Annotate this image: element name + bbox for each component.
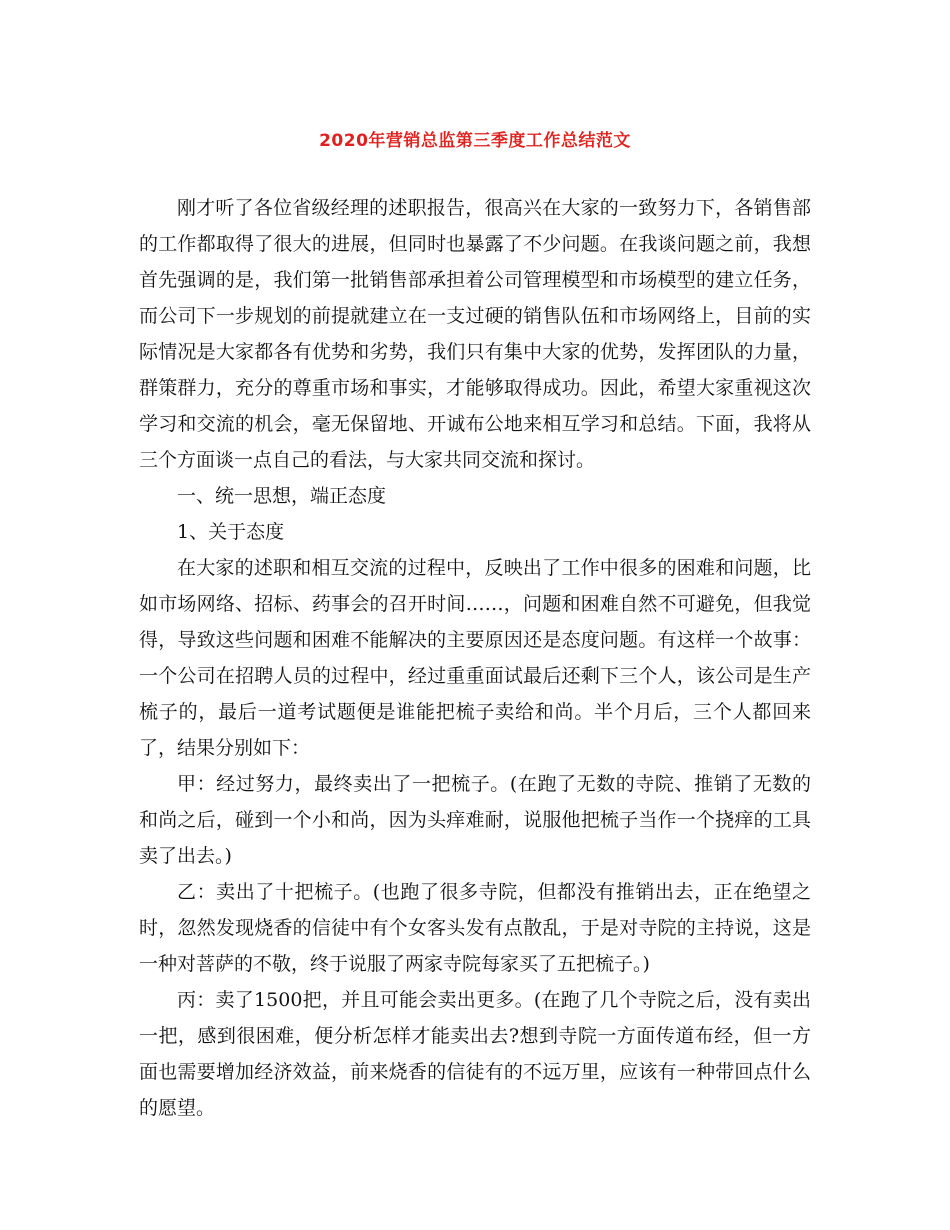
section-heading: 一、统一思想，端正态度 xyxy=(177,485,387,507)
paragraph-result-c: 丙：卖了1500把，并且可能会卖出更多。(在跑了几个寺院之后，没有卖出一把，感到很困难，便分析怎样才能卖出去?想到寺院一方面传道布经，但一方面也需要增加经济效益，前来烧香的信徒有的不远万里，应该有一种带回点什么的愿望。 xyxy=(139,989,811,1119)
paragraph-story: 在大家的述职和相互交流的过程中，反映出了工作中很多的困难和问题，比如市场网络、招标、药事会的召开时间……，问题和困难自然不可避免，但我觉得，导致这些问题和困难不能解决的主要原因还是态度问题。有这样一个故事：一个公司在招聘人员的过程中，经过重重面试最后还剩下三个人，该公司是生产梳子的，最后一道考试题便是谁能把梳子卖给和尚。半个月后，三个人都回来了，结果分别如下： xyxy=(139,557,811,759)
paragraph-result-a: 甲：经过努力，最终卖出了一把梳子。(在跑了无数的寺院、推销了无数的和尚之后，碰到一个小和尚，因为头痒难耐，说服他把梳子当作一个挠痒的工具卖了出去。) xyxy=(139,773,811,867)
document-title: 2020年营销总监第三季度工作总结范文 xyxy=(319,131,631,151)
subsection-heading: 1、关于态度 xyxy=(177,521,285,543)
paragraph-intro: 刚才听了各位省级经理的述职报告，很高兴在大家的一致努力下，各销售部的工作都取得了很大的进展，但同时也暴露了不少问题。在我谈问题之前，我想首先强调的是，我们第一批销售部承担着公司管理模型和市场模型的建立任务，而公司下一步规划的前提就建立在一支过硬的销售队伍和市场网络上，目前的实际情况是大家都各有优势和劣势，我们只有集中大家的优势，发挥团队的力量，群策群力，充分的尊重市场和事实，才能够取得成功。因此，希望大家重视这次学习和交流的机会，毫无保留地、开诚布公地来相互学习和总结。下面，我将从三个方面谈一点自己的看法，与大家共同交流和探讨。 xyxy=(139,197,811,471)
document-body xyxy=(139,190,811,1126)
paragraph-result-b: 乙：卖出了十把梳子。(也跑了很多寺院，但都没有推销出去，正在绝望之时，忽然发现烧香的信徒中有个女客头发有点散乱，于是对寺院的主持说，这是一种对菩萨的不敬，终于说服了两家寺院每家买了五把梳子。) xyxy=(139,881,811,975)
